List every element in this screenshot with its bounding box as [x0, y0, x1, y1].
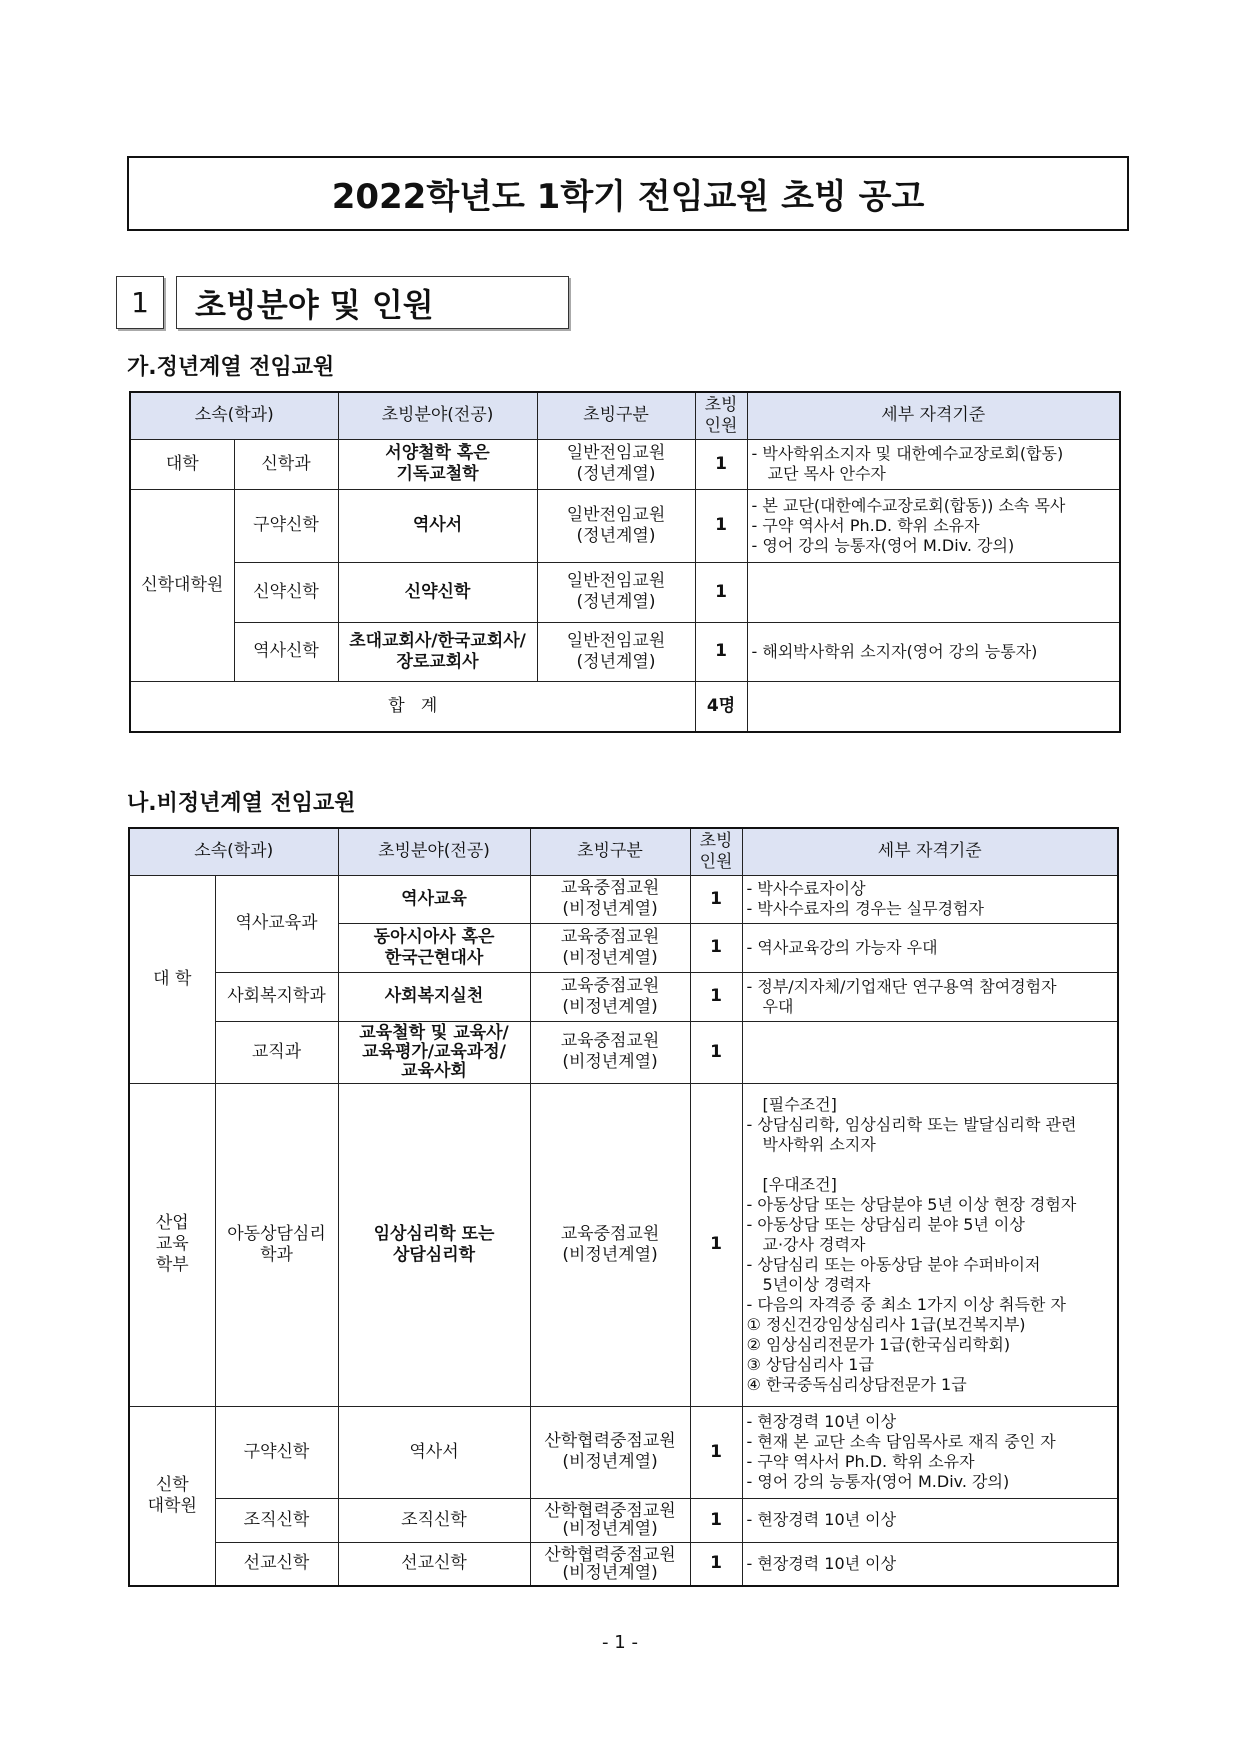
table-row	[129, 972, 1118, 1021]
count-cell: 1	[690, 1406, 742, 1498]
page-number: - 1 -	[602, 1632, 638, 1653]
dept-cell: 역사교육과	[215, 875, 338, 972]
field-cell: 역사교육	[338, 875, 530, 923]
table-row	[129, 875, 1118, 923]
header-affiliation: 소속(학과)	[129, 828, 338, 875]
type-cell: 교육중점교원 (비정년계열)	[530, 875, 690, 923]
dept-cell: 신약신학	[234, 562, 338, 622]
type-cell: 일반전임교원 (정년계열)	[537, 562, 695, 622]
count-cell: 1	[695, 562, 747, 622]
field-cell: 서양철학 혹은 기독교철학	[338, 439, 537, 489]
count-cell: 1	[690, 1021, 742, 1083]
dept-cell: 선교신학	[215, 1542, 338, 1586]
field-cell: 임상심리학 또는 상담심리학	[338, 1083, 530, 1406]
field-cell: 교육철학 및 교육사/ 교육평가/교육과정/ 교육사회	[338, 1021, 530, 1083]
field-cell: 동아시아사 혹은 한국근현대사	[338, 923, 530, 972]
field-cell: 신약신학	[338, 562, 537, 622]
table-row	[130, 622, 1120, 681]
count-cell: 1	[695, 439, 747, 489]
dept-cell: 아동상담심리 학과	[215, 1083, 338, 1406]
type-cell: 교육중점교원 (비정년계열)	[530, 972, 690, 1021]
criteria-cell: - 현장경력 10년 이상 - 현재 본 교단 소속 담임목사로 재직 중인 자 - 구약 역사서 Ph.D. 학위 소유자 - 영어 강의 능통자(영어 M.Div. 강의)	[742, 1406, 1118, 1498]
dept-cell: 조직신학	[215, 1498, 338, 1542]
group-cell: 신학대학원	[130, 489, 234, 681]
count-cell: 1	[690, 1498, 742, 1542]
header-field: 초빙분야(전공)	[338, 392, 537, 439]
type-cell: 일반전임교원 (정년계열)	[537, 489, 695, 562]
header-type: 초빙구분	[530, 828, 690, 875]
table-row	[130, 439, 1120, 489]
dept-cell: 구약신학	[234, 489, 338, 562]
type-cell: 일반전임교원 (정년계열)	[537, 622, 695, 681]
dept-cell: 역사신학	[234, 622, 338, 681]
type-cell: 산학협력중점교원 (비정년계열)	[530, 1406, 690, 1498]
group-cell: 산업 교육 학부	[129, 1083, 215, 1406]
count-cell: 1	[695, 622, 747, 681]
header-criteria: 세부 자격기준	[742, 828, 1118, 875]
count-cell: 1	[690, 1542, 742, 1586]
dept-cell: 사회복지학과	[215, 972, 338, 1021]
criteria-cell: - 현장경력 10년 이상	[742, 1542, 1118, 1586]
section-title: 초빙분야 및 인원	[176, 276, 569, 329]
field-cell: 사회복지실천	[338, 972, 530, 1021]
field-cell: 역사서	[338, 489, 537, 562]
dept-cell: 구약신학	[215, 1406, 338, 1498]
section-number: 1	[116, 276, 164, 329]
total-count: 4명	[695, 681, 747, 732]
field-cell: 선교신학	[338, 1542, 530, 1586]
count-cell: 1	[690, 1083, 742, 1406]
tenure-heading: 가.정년계열 전임교원	[127, 355, 335, 380]
table-row	[129, 1021, 1118, 1083]
field-cell: 조직신학	[338, 1498, 530, 1542]
criteria-cell	[742, 1021, 1118, 1083]
total-criteria	[747, 681, 1120, 732]
type-cell: 일반전임교원 (정년계열)	[537, 439, 695, 489]
criteria-cell: - 현장경력 10년 이상	[742, 1498, 1118, 1542]
table-row	[129, 1083, 1118, 1406]
page-title: 2022학년도 1학기 전임교원 초빙 공고	[127, 156, 1129, 231]
criteria-cell: - 해외박사학위 소지자(영어 강의 능통자)	[747, 622, 1120, 681]
field-cell: 역사서	[338, 1406, 530, 1498]
criteria-cell: - 본 교단(대한예수교장로회(합동)) 소속 목사 - 구약 역사서 Ph.D. 학위 소유자 - 영어 강의 능통자(영어 M.Div. 강의)	[747, 489, 1120, 562]
type-cell: 교육중점교원 (비정년계열)	[530, 923, 690, 972]
total-row	[130, 681, 1120, 732]
count-cell: 1	[690, 923, 742, 972]
header-count: 초빙 인원	[690, 828, 742, 875]
count-cell: 1	[695, 489, 747, 562]
criteria-cell: [필수조건] - 상담심리학, 임상심리학 또는 발달심리학 관련 박사학위 소지자 [우대조건] - 아동상담 또는 상담분야 5년 이상 현장 경험자 - 아동상담 또는 상담심리 분야 5년 이상 교·강사 경력자 - 상담심리 또는 아동상담 분야 수퍼바이저 5년이상 경력자 - 다음의 자격증 중 최소 1가지 이상 취득한 자 ① 정신건강임상심리사 1급(보건복지부) ② 임상심리전문가 1급(한국심리학회) ③ 상담심리사 1급 ④ 한국중독심리상담전문가 1급	[742, 1083, 1118, 1406]
table-row	[129, 1542, 1118, 1586]
group-cell: 신학 대학원	[129, 1406, 215, 1586]
criteria-cell: - 박사수료자이상 - 박사수료자의 경우는 실무경험자	[742, 875, 1118, 923]
table-row	[129, 1406, 1118, 1498]
type-cell: 교육중점교원 (비정년계열)	[530, 1021, 690, 1083]
header-type: 초빙구분	[537, 392, 695, 439]
non-tenure-heading: 나.비정년계열 전임교원	[127, 791, 356, 816]
table-row	[130, 489, 1120, 562]
criteria-cell	[747, 562, 1120, 622]
criteria-cell: - 박사학위소지자 및 대한예수교장로회(합동) 교단 목사 안수자	[747, 439, 1120, 489]
non-tenure-table	[128, 827, 1119, 1587]
type-cell: 산학협력중점교원 (비정년계열)	[530, 1498, 690, 1542]
header-field: 초빙분야(전공)	[338, 828, 530, 875]
header-affiliation: 소속(학과)	[130, 392, 338, 439]
group-cell: 대학	[130, 439, 234, 489]
type-cell: 산학협력중점교원 (비정년계열)	[530, 1542, 690, 1586]
tenure-table	[129, 391, 1121, 733]
dept-cell: 교직과	[215, 1021, 338, 1083]
field-cell: 초대교회사/한국교회사/ 장로교회사	[338, 622, 537, 681]
group-cell: 대 학	[129, 875, 215, 1083]
criteria-cell: - 역사교육강의 가능자 우대	[742, 923, 1118, 972]
count-cell: 1	[690, 875, 742, 923]
table-row	[130, 562, 1120, 622]
total-label: 합 계	[130, 681, 695, 732]
header-count: 초빙 인원	[695, 392, 747, 439]
type-cell: 교육중점교원 (비정년계열)	[530, 1083, 690, 1406]
count-cell: 1	[690, 972, 742, 1021]
table-row	[129, 1498, 1118, 1542]
criteria-cell: - 정부/지자체/기업재단 연구용역 참여경험자 우대	[742, 972, 1118, 1021]
header-criteria: 세부 자격기준	[747, 392, 1120, 439]
dept-cell: 신학과	[234, 439, 338, 489]
